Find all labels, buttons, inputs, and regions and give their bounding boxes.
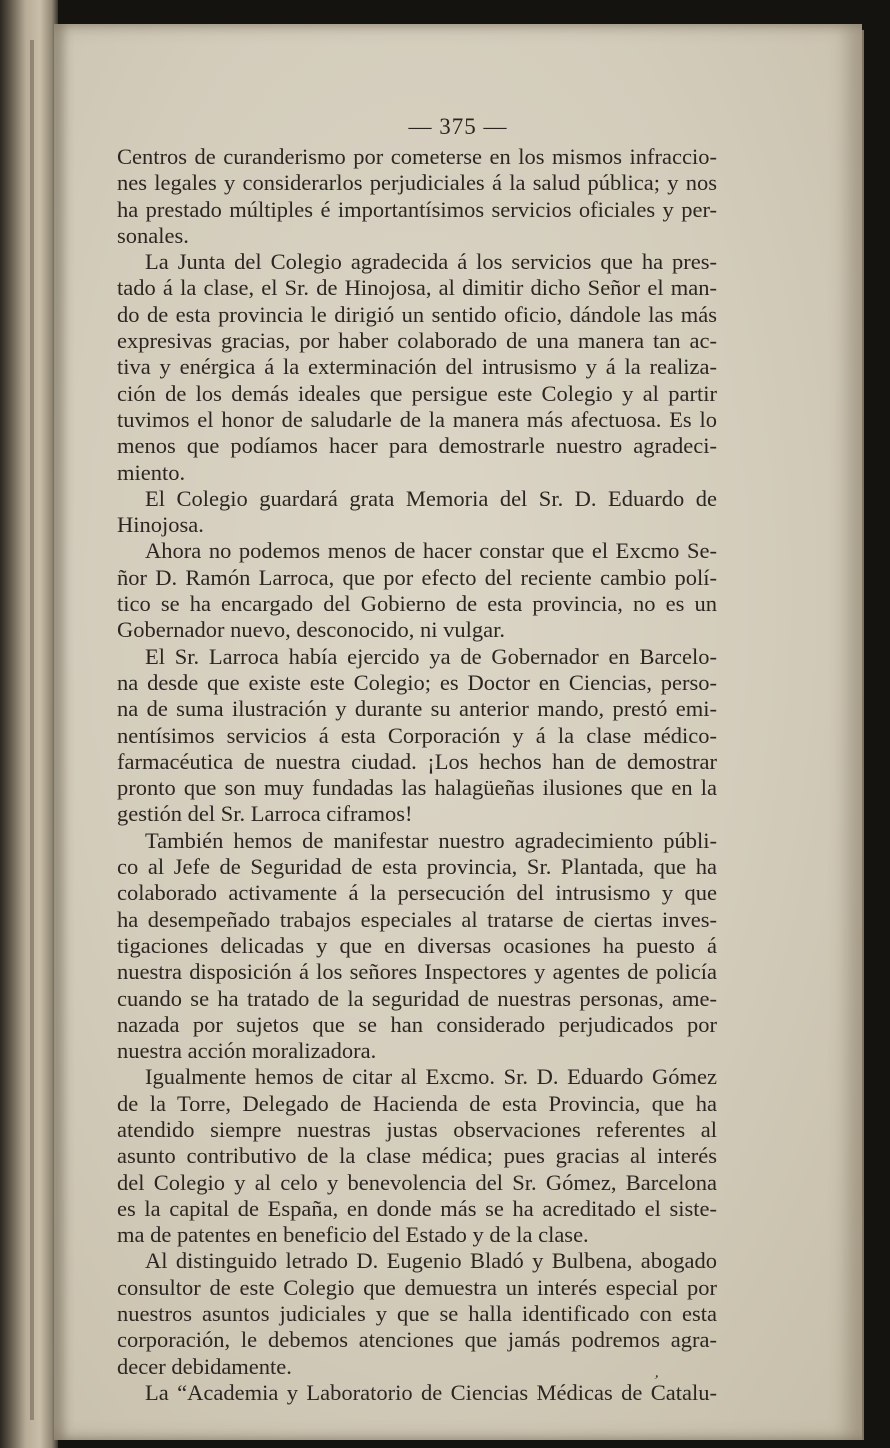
text-line: sonales. — [117, 222, 189, 248]
text-line: tuvimos el honor de saludarle de la manera más afectuosa. Es lo — [117, 406, 717, 432]
text-line: atendido siempre nuestras justas observaciones referentes al — [117, 1116, 717, 1142]
text-line: ma de patentes en beneficio del Estado y de la clase. — [117, 1222, 589, 1248]
text-line: pronto que son muy fundadas las halagüeñas ilusiones que en la — [117, 775, 717, 801]
text-line: ha prestado múltiples é importantísimos servicios oficiales y per- — [117, 196, 717, 222]
text-line: nuestra disposición á los señores Inspectores y agentes de policía — [117, 959, 717, 985]
text-line: Ahora no podemos menos de hacer constar que el Excmo Se- — [145, 538, 717, 564]
text-line: nes legales y considerarlos perjudiciales á la salud pública; y nos — [117, 170, 717, 196]
text-line: ción de los demás ideales que persigue este Colegio y al partir — [117, 380, 717, 406]
text-line: ñor D. Ramón Larroca, que por efecto del reciente cambio polí- — [117, 564, 717, 590]
text-line: nazada por sujetos que se han considerado perjudicados por — [117, 1011, 717, 1037]
text-line: expresivas gracias, por haber colaborado de una manera tan ac- — [117, 328, 717, 354]
text-line: Hinojosa. — [117, 512, 204, 538]
text-line: Gobernador nuevo, desconocido, ni vulgar. — [117, 617, 506, 643]
page-number: — 375 — — [408, 114, 508, 139]
text-line: na de suma ilustración y durante su anterior mando, prestó emi- — [117, 696, 717, 722]
text-line: decer debidamente. — [117, 1353, 292, 1379]
page-body-text — [117, 144, 717, 1406]
text-line: miento. — [117, 459, 186, 485]
text-line: El Sr. Larroca había ejercido ya de Gobernador en Barcelo- — [145, 643, 717, 669]
stray-ink-mark: , — [653, 1363, 663, 1382]
text-line: tado á la clase, el Sr. de Hinojosa, al dimitir dicho Señor el man- — [117, 275, 717, 301]
text-line: nuestros asuntos judiciales y que se halla identificado con esta — [117, 1301, 717, 1327]
text-line: El Colegio guardará grata Memoria del Sr. D. Eduardo de — [145, 485, 717, 511]
text-line: co al Jefe de Seguridad de esta provincia, Sr. Plantada, que ha — [117, 854, 717, 880]
text-line: del Colegio y al celo y benevolencia del Sr. Gómez, Barcelona — [117, 1169, 717, 1195]
text-line: de la Torre, Delegado de Hacienda de esta Provincia, que ha — [117, 1090, 717, 1116]
text-line: tiva y enérgica á la exterminación del intrusismo y á la realiza- — [117, 354, 717, 380]
text-line: tico se ha encargado del Gobierno de esta provincia, no es un — [117, 591, 717, 617]
text-line: asunto contributivo de la clase médica; pues gracias al interés — [117, 1143, 717, 1169]
text-line: consultor de este Colegio que demuestra un interés especial por — [117, 1274, 717, 1300]
text-line: También hemos de manifestar nuestro agradecimiento públi- — [145, 827, 717, 853]
text-line: La Junta del Colegio agradecida á los servicios que ha pres- — [145, 249, 717, 275]
text-line: do de esta provincia le dirigió un sentido oficio, dándole las más — [117, 301, 717, 327]
text-line: nuestra acción moralizadora. — [117, 1038, 377, 1064]
text-line: farmacéutica de nuestra ciudad. ¡Los hechos han de demostrar — [117, 748, 717, 774]
page-fold-shadow — [30, 40, 34, 1420]
previous-page-edge — [0, 0, 58, 1448]
text-line: Centros de curanderismo por cometerse en los mismos infraccio- — [117, 144, 717, 169]
text-line: cuando se ha tratado de la seguridad de nuestras personas, ame- — [117, 985, 717, 1011]
text-line: gestión del Sr. Larroca ciframos! — [117, 801, 413, 827]
text-line: menos que podíamos hacer para demostrarle nuestro agradeci- — [117, 433, 717, 459]
text-line: na desde que existe este Colegio; es Doctor en Ciencias, perso- — [117, 669, 717, 695]
text-line: colaborado activamente á la persecución del intrusismo y que — [117, 880, 717, 906]
text-line: nentísimos servicios á esta Corporación y á la clase médico- — [117, 722, 717, 748]
text-line: tigaciones delicadas y que en diversas ocasiones ha puesto á — [117, 932, 717, 958]
book-page — [54, 24, 862, 1440]
text-line: Al distinguido letrado D. Eugenio Bladó y Bulbena, abogado — [145, 1248, 717, 1274]
text-line: La “Academia y Laboratorio de Ciencias Médicas de Catalu- — [145, 1379, 717, 1405]
text-line: es la capital de España, en donde más se ha acreditado el siste- — [117, 1195, 717, 1221]
text-line: corporación, le debemos atenciones que jamás podremos agra- — [117, 1327, 717, 1353]
text-line: ha desempeñado trabajos especiales al tratarse de ciertas inves- — [117, 906, 717, 932]
text-line: Igualmente hemos de citar al Excmo. Sr. D. Eduardo Gómez — [145, 1064, 717, 1090]
